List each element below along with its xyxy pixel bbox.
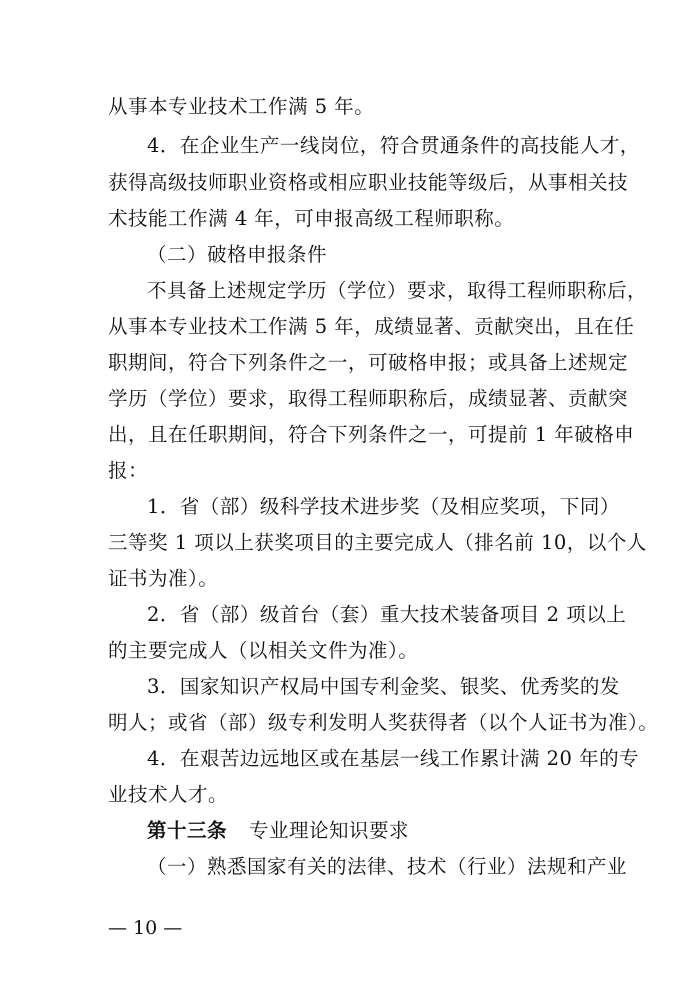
text-line: 职期间，符合下列条件之一，可破格申报；或具备上述规定	[108, 351, 629, 374]
text-line: 明人；或省（部）级专利发明人奖获得者（以个人证书为准）。	[108, 711, 659, 734]
page-number: — 10 —	[108, 917, 183, 939]
text-line: 1．省（部）级科学技术进步奖（及相应奖项，下同）	[147, 495, 620, 518]
text-line: 4．在艰苦边远地区或在基层一线工作累计满 20 年的专	[147, 747, 640, 770]
text-line: 三等奖 1 项以上获奖项目的主要完成人（排名前 10，以个人	[108, 531, 647, 554]
text-line: 的主要完成人（以相关文件为准）。	[108, 639, 419, 662]
text-line: 业技术人才。	[108, 783, 229, 806]
text-line: 证书为准）。	[108, 567, 219, 590]
text-line: 学历（学位）要求，取得工程师职称后，成绩显著、贡献突	[108, 387, 629, 410]
text-line: 不具备上述规定学历（学位）要求，取得工程师职称后，	[147, 279, 648, 302]
article-title: 第十三条	[147, 819, 228, 842]
text-line: 报：	[108, 459, 149, 482]
text-line: 出，且在任职期间，符合下列条件之一，可提前 1 年破格申	[108, 423, 635, 446]
text-line: 2．省（部）级首台（套）重大技术装备项目 2 项以上	[147, 603, 627, 626]
text-line: 4．在企业生产一线岗位，符合贯通条件的高技能人才，	[147, 134, 640, 157]
text-line: （一）熟悉国家有关的法律、技术（行业）法规和产业	[147, 855, 628, 878]
text-line: 从事本专业技术工作满 5 年，成绩显著、贡献突出，且在任	[108, 315, 635, 338]
text-line: 获得高级技师职业资格或相应职业技能等级后，从事相关技	[108, 171, 629, 194]
article-heading	[147, 816, 409, 846]
section-heading: （二）破格申报条件	[147, 243, 328, 266]
text-line: 术技能工作满 4 年，可申报高级工程师职称。	[108, 207, 515, 230]
text-line: 3．国家知识产权局中国专利金奖、银奖、优秀奖的发	[147, 675, 620, 698]
article-label: 专业理论知识要求	[249, 819, 410, 842]
text-line: 从事本专业技术工作满 5 年。	[108, 95, 375, 118]
